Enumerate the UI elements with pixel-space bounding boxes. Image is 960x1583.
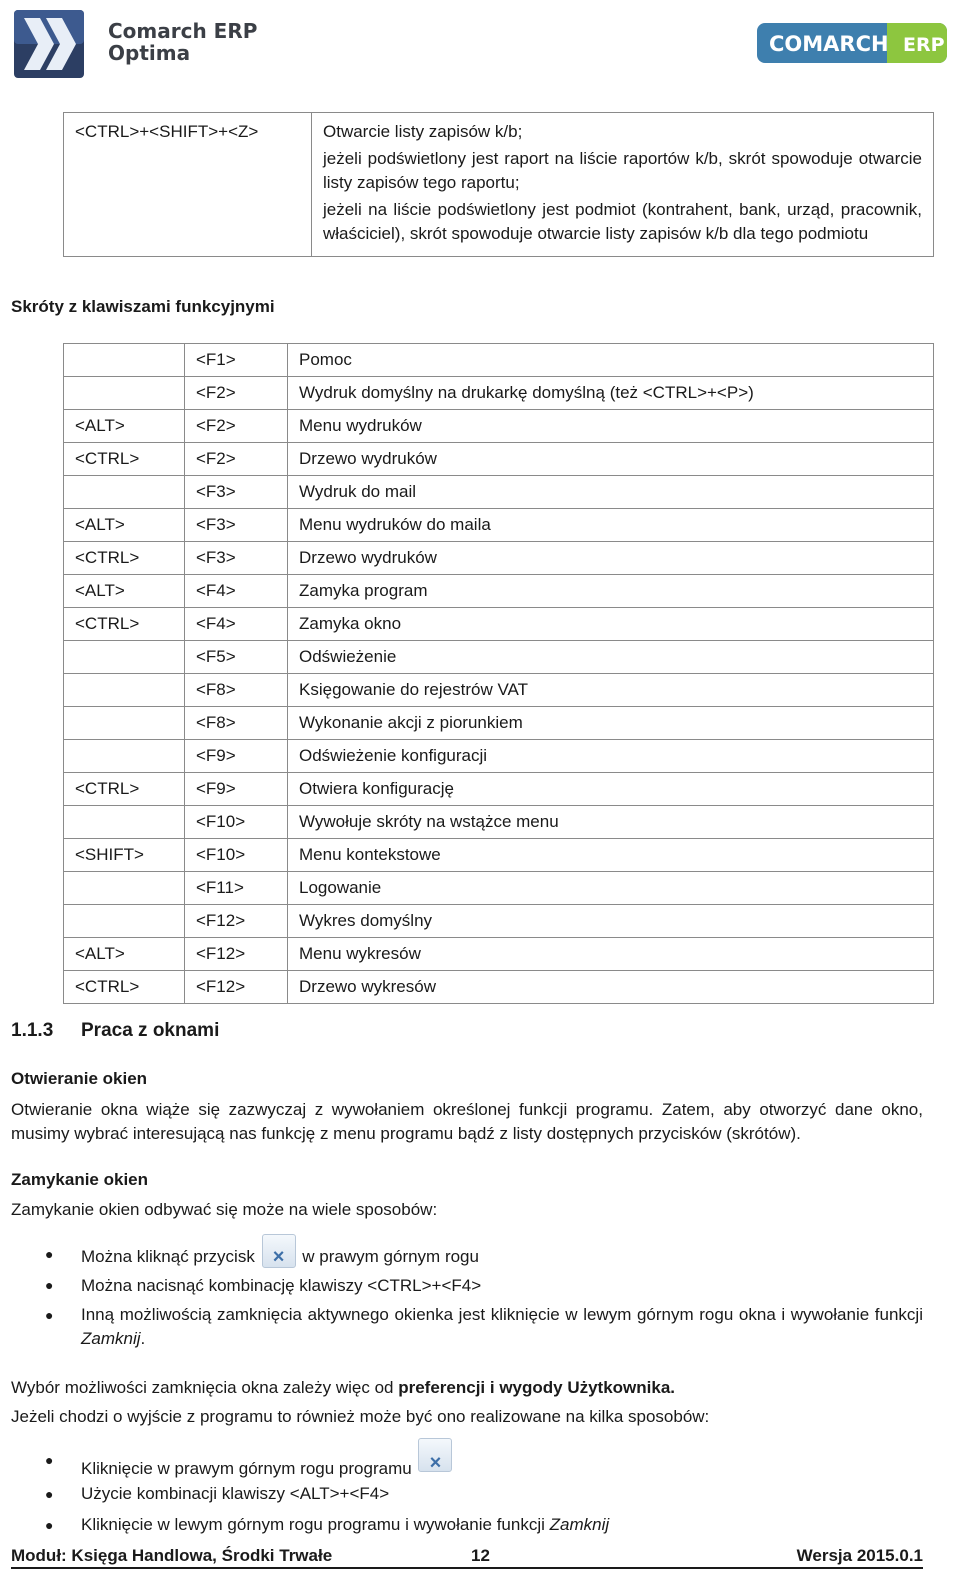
modifier-key-cell — [64, 740, 185, 773]
function-key-cell: <F12> — [185, 938, 288, 971]
table-row — [64, 542, 934, 575]
table-row — [64, 641, 934, 674]
function-key-cell: <F3> — [185, 476, 288, 509]
section-heading — [11, 1020, 219, 1042]
function-key-cell: <F10> — [185, 839, 288, 872]
shortcut-description-cell — [312, 113, 934, 257]
close-button-icon — [418, 1438, 452, 1472]
close-glyph: × — [272, 1246, 285, 1268]
list-item-text: Inną możliwością zamknięcia aktywnego okienka jest kliknięcie w lewym górnym rogu okna i wywołanie funkcji — [81, 1305, 923, 1324]
modifier-key-cell: <CTRL> — [64, 542, 185, 575]
close-windows-heading: Zamykanie okien — [11, 1170, 149, 1189]
modifier-key-cell: <CTRL> — [64, 773, 185, 806]
table-row — [64, 905, 934, 938]
list-item — [0, 1474, 923, 1505]
action-description-cell: Menu wydruków — [288, 410, 934, 443]
modifier-key-cell — [64, 476, 185, 509]
bullet: ● — [45, 1277, 54, 1293]
footer-version: Wersja 2015.0.1 — [796, 1546, 923, 1565]
list-item — [0, 1303, 923, 1351]
shortcut-table-top — [63, 112, 934, 257]
modifier-key-cell — [64, 641, 185, 674]
close-methods-list — [0, 1234, 923, 1351]
table-row — [64, 443, 934, 476]
list-item — [0, 1270, 923, 1301]
optima-logo-icon — [14, 10, 84, 78]
table-row — [64, 113, 934, 257]
function-key-cell: <F9> — [185, 773, 288, 806]
description-line: Otwarcie listy zapisów k/b; — [323, 122, 523, 141]
modifier-key-cell: <ALT> — [64, 410, 185, 443]
modifier-key-cell — [64, 674, 185, 707]
list-item-text: Użycie kombinacji klawiszy <ALT>+<F4> — [81, 1484, 390, 1503]
function-key-cell: <F1> — [185, 344, 288, 377]
list-item — [0, 1438, 923, 1478]
function-key-cell: <F2> — [185, 410, 288, 443]
table-row — [64, 509, 934, 542]
action-description-cell: Wykonanie akcji z piorunkiem — [288, 707, 934, 740]
action-description-cell: Menu wydruków do maila — [288, 509, 934, 542]
table-row — [64, 476, 934, 509]
product-name — [108, 20, 257, 64]
action-description-cell: Odświeżenie — [288, 641, 934, 674]
brand-name: COMARCH — [769, 32, 889, 56]
modifier-key-cell — [64, 905, 185, 938]
description-line: jeżeli podświetlony jest raport na liście raportów k/b, skrót spowoduje otwarcie listy zapisów tego raportu; — [323, 149, 922, 192]
function-key-cell: <F2> — [185, 443, 288, 476]
table-row — [64, 872, 934, 905]
modifier-key-cell: <CTRL> — [64, 971, 185, 1004]
list-item-text: . — [140, 1329, 146, 1348]
page-footer — [11, 1546, 923, 1566]
close-windows-intro: Zamykanie okien odbywać się może na wiele sposobów: — [11, 1200, 438, 1219]
action-description-cell: Księgowanie do rejestrów VAT — [288, 674, 934, 707]
action-description-cell: Menu wykresów — [288, 938, 934, 971]
footer-module: Moduł: Księga Handlowa, Środki Trwałe — [11, 1546, 333, 1565]
choice-text-bold: preferencji i wygody Użytkownika. — [398, 1378, 676, 1397]
action-description-cell: Otwiera konfigurację — [288, 773, 934, 806]
table-row — [64, 344, 934, 377]
table-row — [64, 377, 934, 410]
action-description-cell: Drzewo wykresów — [288, 971, 934, 1004]
function-key-cell: <F12> — [185, 905, 288, 938]
exit-intro: Jeżeli chodzi o wyjście z programu to również może być ono realizowane na kilka sposobów: — [11, 1407, 710, 1426]
list-item-text: Można nacisnąć kombinację klawiszy <CTRL>+<F4> — [81, 1276, 482, 1295]
action-description-cell: Wydruk do mail — [288, 476, 934, 509]
bullet: ● — [45, 1486, 54, 1502]
function-key-cell: <F9> — [185, 740, 288, 773]
modifier-key-cell: <ALT> — [64, 938, 185, 971]
modifier-key-cell: <SHIFT> — [64, 839, 185, 872]
exit-methods-list — [0, 1438, 923, 1536]
comarch-erp-logo — [757, 23, 947, 63]
description-line: jeżeli na liście podświetlony jest podmiot (kontrahent, bank, urząd, pracownik, właściciel), skrót spowoduje otwarcie listy zapisów k/b dla tego podmiotu — [323, 200, 922, 243]
function-key-cell: <F4> — [185, 575, 288, 608]
list-item-text: Można kliknąć przycisk — [81, 1247, 255, 1266]
product-name-line2: Optima — [108, 41, 191, 65]
modifier-key-cell — [64, 377, 185, 410]
modifier-key-cell: <CTRL> — [64, 608, 185, 641]
action-description-cell: Drzewo wydruków — [288, 443, 934, 476]
function-key-cell: <F11> — [185, 872, 288, 905]
action-description-cell: Drzewo wydruków — [288, 542, 934, 575]
table-row — [64, 773, 934, 806]
modifier-key-cell: <CTRL> — [64, 443, 185, 476]
function-key-cell: <F12> — [185, 971, 288, 1004]
list-item-text: Kliknięcie w prawym górnym rogu programu — [81, 1459, 412, 1478]
table-row — [64, 674, 934, 707]
function-key-cell: <F3> — [185, 542, 288, 575]
table-row — [64, 839, 934, 872]
function-key-cell: <F8> — [185, 674, 288, 707]
bullet: ● — [45, 1307, 54, 1323]
close-glyph: × — [429, 1452, 442, 1474]
modifier-key-cell — [64, 707, 185, 740]
function-keys-table — [63, 343, 934, 1004]
table-row — [64, 608, 934, 641]
section-title: Praca z oknami — [81, 1020, 220, 1041]
function-name: Zamknij — [81, 1329, 141, 1348]
page-header — [0, 0, 960, 90]
function-name: Zamknij — [549, 1515, 610, 1534]
action-description-cell: Logowanie — [288, 872, 934, 905]
brand-suffix: ERP — [903, 34, 945, 56]
function-key-cell: <F2> — [185, 377, 288, 410]
function-key-cell: <F8> — [185, 707, 288, 740]
action-description-cell: Zamyka program — [288, 575, 934, 608]
modifier-key-cell — [64, 344, 185, 377]
table-row — [64, 740, 934, 773]
modifier-key-cell — [64, 872, 185, 905]
action-description-cell: Wywołuje skróty na wstążce menu — [288, 806, 934, 839]
list-item — [0, 1505, 923, 1536]
footer-rule — [11, 1567, 923, 1569]
table-row — [64, 410, 934, 443]
list-item — [0, 1234, 923, 1270]
table-row — [64, 575, 934, 608]
choice-text-plain: Wybór możliwości zamknięcia okna zależy więc od — [11, 1378, 399, 1397]
section-number: 1.1.3 — [11, 1020, 54, 1041]
action-description-cell: Menu kontekstowe — [288, 839, 934, 872]
bullet: ● — [45, 1517, 54, 1533]
shortcut-key-cell: <CTRL>+<SHIFT>+<Z> — [64, 113, 312, 257]
action-description-cell: Wydruk domyślny na drukarkę domyślną (też <CTRL>+<P>) — [288, 377, 934, 410]
page-number: 12 — [471, 1546, 490, 1565]
action-description-cell: Odświeżenie konfiguracji — [288, 740, 934, 773]
open-windows-text: Otwieranie okna wiąże się zazwyczaj z wywołaniem określonej funkcji programu. Zatem, aby otworzyć dane okno, musimy wybrać interesującą nas funkcję z menu programu bądź z listy dostępnych przycisków (skrótów). — [11, 1100, 923, 1143]
table-row — [64, 806, 934, 839]
action-description-cell: Pomoc — [288, 344, 934, 377]
modifier-key-cell: <ALT> — [64, 575, 185, 608]
table-row — [64, 971, 934, 1004]
list-item-text: w prawym górnym rogu — [302, 1247, 479, 1266]
list-item-text: Kliknięcie w lewym górnym rogu programu i wywołanie funkcji — [81, 1515, 550, 1534]
function-key-cell: <F3> — [185, 509, 288, 542]
modifier-key-cell — [64, 806, 185, 839]
open-windows-heading: Otwieranie okien — [11, 1069, 148, 1088]
table-row — [64, 707, 934, 740]
choice-text — [11, 1376, 923, 1400]
fkeys-heading: Skróty z klawiszami funkcyjnymi — [11, 297, 275, 316]
table-row — [64, 938, 934, 971]
function-key-cell: <F10> — [185, 806, 288, 839]
close-button-icon — [262, 1234, 296, 1268]
action-description-cell: Wykres domyślny — [288, 905, 934, 938]
modifier-key-cell: <ALT> — [64, 509, 185, 542]
bullet: ● — [45, 1246, 54, 1262]
function-key-cell: <F5> — [185, 641, 288, 674]
bullet: ● — [45, 1452, 54, 1468]
action-description-cell: Zamyka okno — [288, 608, 934, 641]
product-name-line1: Comarch ERP — [108, 19, 258, 43]
function-key-cell: <F4> — [185, 608, 288, 641]
